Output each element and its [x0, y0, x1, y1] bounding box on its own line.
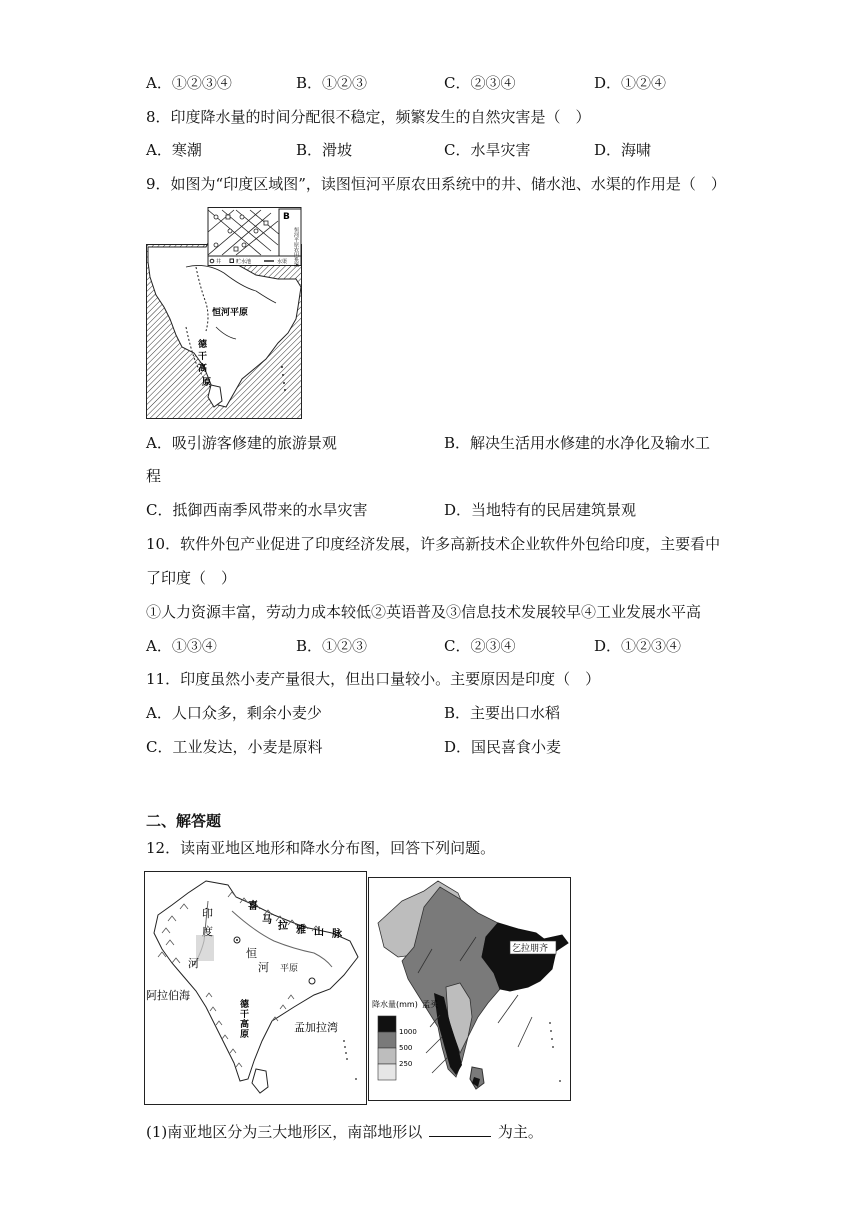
himalaya-label-2: 马 — [262, 915, 272, 926]
india-region-map — [146, 207, 302, 419]
south-asia-precipitation-map — [368, 877, 571, 1101]
q10-stem-line2: 了印度（ ） — [146, 569, 237, 587]
inset-title: 恒河平原农田系统 — [293, 227, 299, 267]
ganges-label-1: 恒 — [246, 947, 257, 960]
section-title: 二、解答题 — [146, 812, 222, 830]
indus-label-1: 印 — [202, 907, 213, 920]
legend-value-500: 500 — [399, 1044, 413, 1052]
legend-swatch-lowest — [378, 1064, 396, 1080]
deccan-label-2: 干 — [240, 1010, 250, 1020]
legend-canal: 水渠 — [277, 259, 288, 265]
q9-option-d: D．当地特有的民居建筑景观 — [444, 501, 637, 519]
q8-option-b: B．滑坡 — [296, 141, 353, 159]
arabian-sea-label: 阿拉伯海 — [146, 989, 190, 1002]
q9-option-c: C．抵御西南季风带来的水旱灾害 — [146, 501, 368, 519]
legend-pool: 贮水池 — [236, 259, 252, 265]
q10-items: ①人力资源丰富，劳动力成本较低②英语普及③信息技术发展较早④工业发展水平高 — [146, 603, 702, 621]
deccan-label-4: 原 — [202, 378, 212, 388]
q7-option-b: B．①②③ — [296, 74, 368, 92]
legend-value-1000: 1000 — [399, 1028, 417, 1036]
q10-stem-line1: 10．软件外包产业促进了印度经济发展，许多高新技术企业软件外包给印度，主要看中 — [146, 535, 721, 553]
deccan-label-3: 高 — [240, 1020, 250, 1030]
himalaya-label-5: 山 — [314, 927, 324, 938]
himalaya-label-3: 拉 — [278, 921, 288, 932]
q8-option-d: D．海啸 — [594, 141, 652, 159]
himalaya-label-4: 雅 — [296, 925, 306, 936]
q8-stem: 8．印度降水量的时间分配很不稳定，频繁发生的自然灾害是（ ） — [146, 108, 591, 126]
deccan-label-1: 德 — [240, 1000, 250, 1010]
precip-legend-title: 降水量(mm) — [372, 1000, 418, 1009]
q9-option-a: A．吸引游客修建的旅游景观 — [146, 434, 337, 452]
bay-of-bengal-label: 孟加拉湾 — [294, 1021, 338, 1034]
q11-stem: 11．印度虽然小麦产量很大，但出口量较小。主要原因是印度（ ） — [146, 670, 601, 688]
indus-label-2: 度 — [202, 925, 213, 938]
legend-swatch-250 — [378, 1048, 396, 1064]
legend-value-250: 250 — [399, 1060, 413, 1068]
ganges-label-2: 河 — [258, 961, 269, 974]
q8-option-a: A．寒潮 — [146, 141, 202, 159]
q9-option-b-continued: 程 — [146, 467, 162, 485]
deccan-label-3: 高 — [198, 364, 208, 374]
himalaya-label-6: 脉 — [332, 929, 342, 940]
ganges-label-3: 平原 — [280, 964, 299, 974]
well-legend-icon — [210, 259, 214, 263]
pool-legend-icon — [230, 259, 234, 263]
q8-option-c: C．水旱灾害 — [444, 141, 531, 159]
q12-sub1 — [146, 1122, 543, 1142]
q10-option-a: A．①③④ — [146, 637, 217, 655]
q10-option-d: D．①②③④ — [594, 637, 682, 655]
legend-swatch-1000 — [378, 1016, 396, 1032]
q9-stem: 9．如图为“印度区域图”，读图恒河平原农田系统中的井、储水池、水渠的作用是（ ） — [146, 175, 726, 193]
q7-option-a: A．①②③④ — [146, 74, 232, 92]
ganges-plain-label: 恒河平原 — [212, 308, 249, 318]
mumbai-label: 孟买 — [422, 1000, 438, 1009]
q10-option-b: B．①②③ — [296, 637, 368, 655]
indus-label-3: 河 — [188, 957, 199, 970]
south-asia-terrain-map — [144, 871, 368, 1106]
q11-option-d: D．国民喜食小麦 — [444, 738, 562, 756]
deccan-label-2: 干 — [198, 352, 208, 362]
deccan-label-4: 原 — [240, 1030, 250, 1040]
q12-sub1-answer-blank[interactable] — [429, 1122, 491, 1137]
q12-sub1-text-before: (1)南亚地区分为三大地形区，南部地形以 — [146, 1123, 423, 1141]
himalaya-label-1: 喜 — [248, 901, 258, 912]
q9-option-b: B．解决生活用水修建的水净化及输水工 — [444, 434, 711, 452]
q12-sub1-text-after: 为主。 — [497, 1123, 543, 1141]
legend-swatch-500 — [378, 1032, 396, 1048]
q11-option-a: A．人口众多，剩余小麦少 — [146, 704, 322, 722]
q11-option-b: B．主要出口水稻 — [444, 704, 561, 722]
deccan-label-1: 德 — [198, 340, 208, 350]
legend-well: 井 — [216, 259, 222, 265]
q7-option-d: D．①②④ — [594, 74, 667, 92]
cherrapunji-label: 乞拉朋齐 — [512, 944, 549, 954]
q11-option-c: C．工业发达，小麦是原料 — [146, 738, 323, 756]
q7-option-c: C．②③④ — [444, 74, 516, 92]
inset-letter: B — [283, 212, 290, 222]
q10-option-c: C．②③④ — [444, 637, 516, 655]
q12-stem: 12．读南亚地区地形和降水分布图，回答下列问题。 — [146, 839, 496, 857]
